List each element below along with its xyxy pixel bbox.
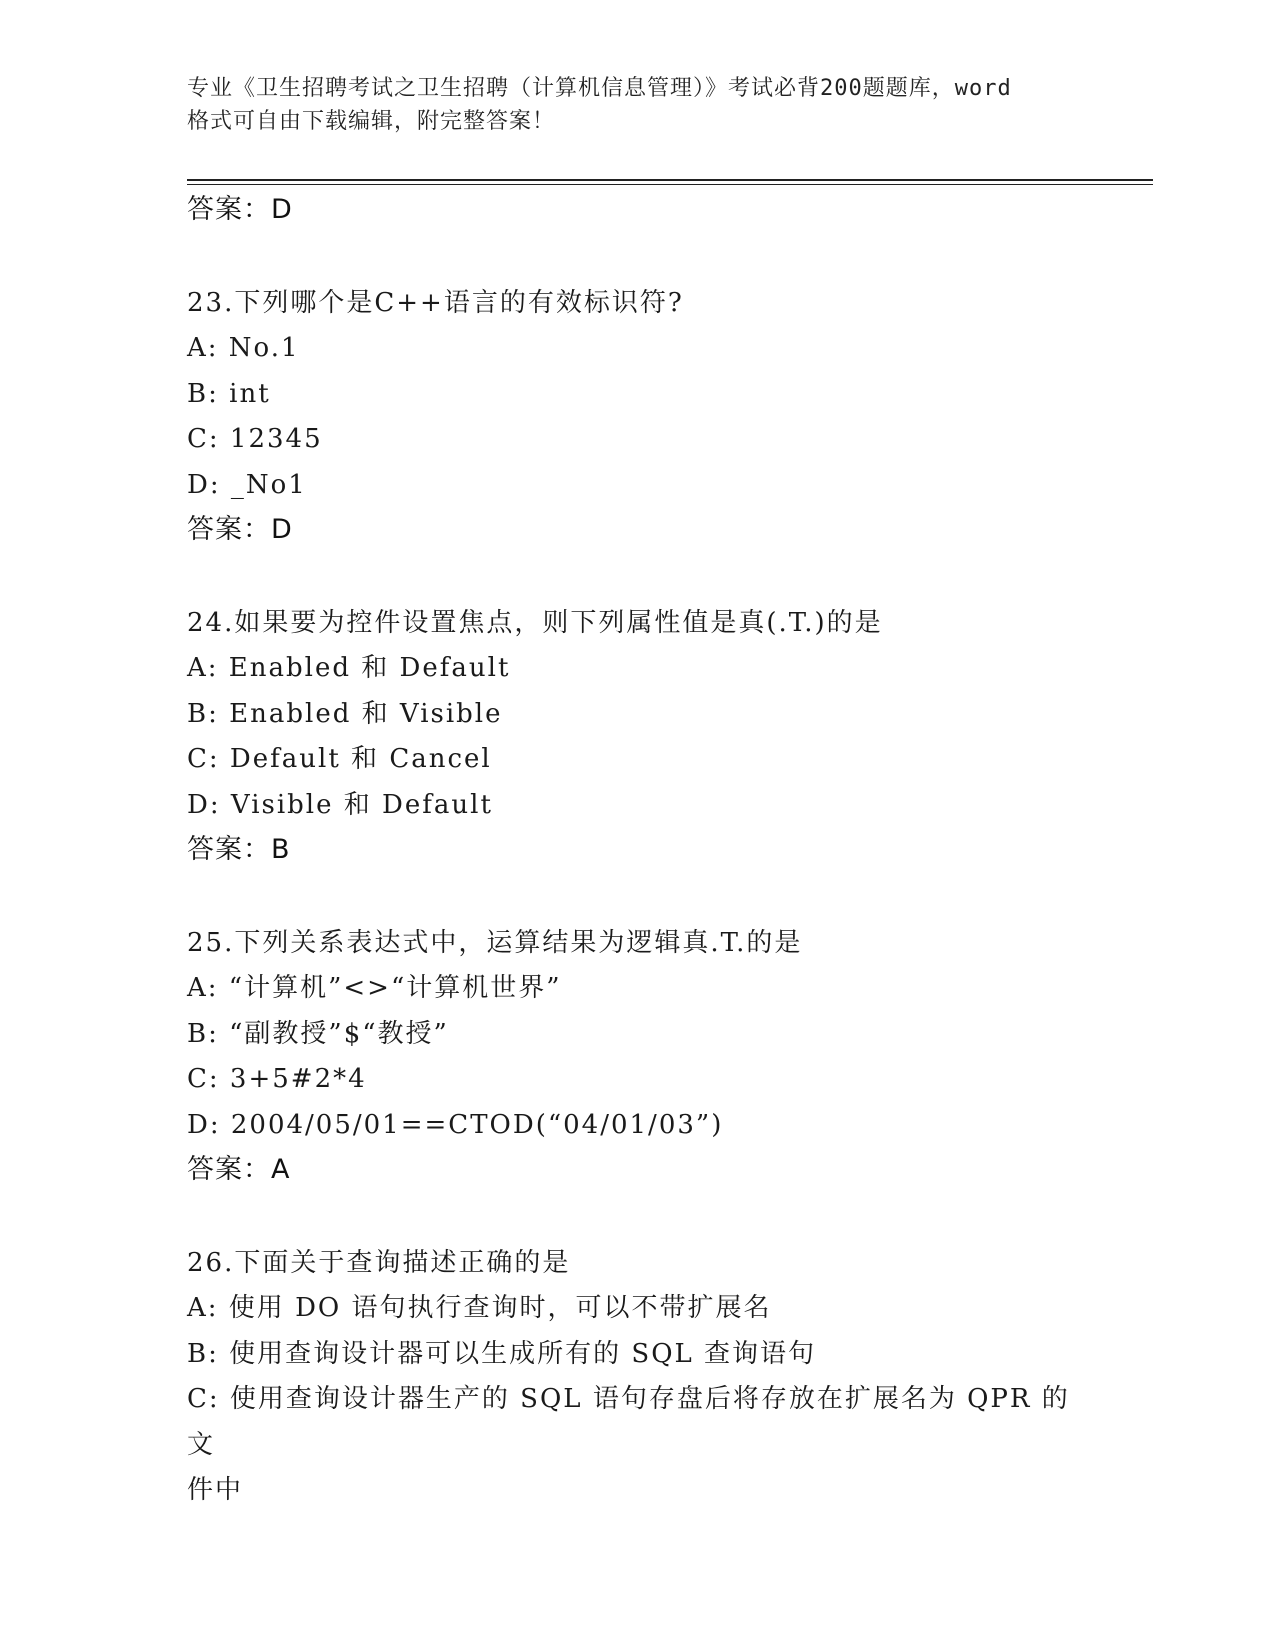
question-24 [187,600,1087,872]
option-c: C: 3+5#2*4 [187,1064,367,1094]
option-a: A: “计算机”<>“计算机世界” [187,973,562,1003]
option-c: C: Default 和 Cancel [187,744,492,774]
header-divider-thin [187,184,1153,185]
option-a: A: No.1 [187,333,300,363]
option-c: C: 12345 [187,424,323,454]
option-d: D: 2004/05/01==CTOD(“04/01/03”) [187,1109,724,1140]
answer-previous: 答案：D [187,194,293,225]
option-b: B: Enabled 和 Visible [187,698,503,729]
header-divider-thick [187,179,1153,181]
option-d: D: _No1 [187,469,307,500]
document-header [187,72,1087,138]
header-line-2: 格式可自由下载编辑，附完整答案！ [187,109,556,134]
option-b: B: “副教授”$“教授” [187,1018,449,1049]
answer: 答案：D [187,514,293,545]
option-a: A: Enabled 和 Default [187,653,511,683]
header-line-1: 专业《卫生招聘考试之卫生招聘（计算机信息管理）》考试必背200题题库，word [187,76,1012,101]
answer: 答案：B [187,834,291,865]
option-c: C: 使用查询设计器生产的 SQL 语句存盘后将存放在扩展名为 QPR 的文 [187,1384,1070,1460]
option-c-continued: 件中 [187,1475,244,1505]
question-list [187,188,1087,1514]
option-d: D: Visible 和 Default [187,789,493,820]
answer: 答案：A [187,1154,291,1185]
option-a: A: 使用 DO 语句执行查询时，可以不带扩展名 [187,1293,772,1323]
question-text: 25.下列关系表达式中，运算结果为逻辑真.T.的是 [187,928,803,958]
question-25 [187,920,1087,1192]
question-text: 23.下列哪个是C++语言的有效标识符? [187,288,684,318]
question-text: 26.下面关于查询描述正确的是 [187,1248,571,1278]
option-b: B: 使用查询设计器可以生成所有的 SQL 查询语句 [187,1338,817,1369]
option-b: B: int [187,378,271,409]
question-23 [187,280,1087,552]
question-26 [187,1240,1087,1514]
question-text: 24.如果要为控件设置焦点，则下列属性值是真(.T.)的是 [187,608,883,638]
